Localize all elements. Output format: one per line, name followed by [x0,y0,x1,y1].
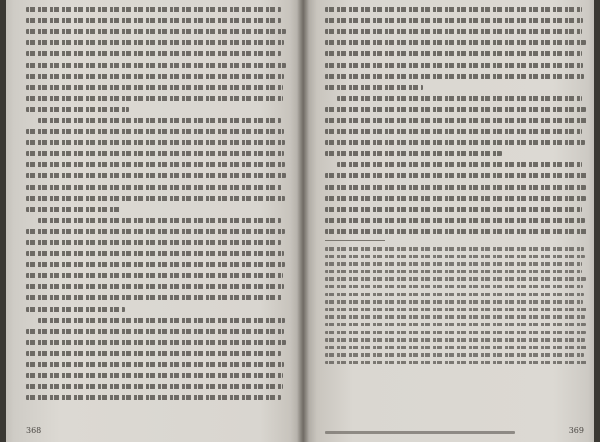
text-line [325,137,587,148]
text-line [325,291,587,299]
text-line [26,259,288,270]
right-page [303,0,600,442]
text-line [26,237,288,248]
text-line [325,253,587,261]
text-line [26,215,288,226]
text-line [325,193,587,204]
text-line [325,4,587,15]
book-gutter [297,0,309,442]
text-line [26,93,288,104]
text-line [325,71,587,82]
text-line [325,359,587,367]
text-line [26,37,288,48]
left-page-edge [0,0,6,442]
right-page-edge [594,0,600,442]
text-line [26,193,288,204]
text-line [26,370,288,381]
text-line [26,392,288,403]
text-line [325,15,587,26]
text-line [26,315,288,326]
text-line [325,313,587,321]
text-line [26,170,288,181]
text-line [325,104,587,115]
text-line [26,126,288,137]
text-line [325,283,587,291]
text-line [26,71,288,82]
text-line [325,245,587,253]
right-page-running-footer [325,431,515,434]
right-page-number: 369 [568,426,584,435]
text-line [26,59,288,70]
text-line [325,298,587,306]
text-line [325,275,587,283]
text-line [26,348,288,359]
text-line [26,15,288,26]
text-line [26,48,288,59]
text-line [325,306,587,314]
text-line [325,126,587,137]
text-line [325,148,587,159]
left-page-body-text [26,4,288,403]
text-line [26,82,288,93]
text-line [325,37,587,48]
text-line [26,182,288,193]
text-line [325,26,587,37]
text-line [325,336,587,344]
text-line [325,329,587,337]
text-line [26,137,288,148]
text-line [325,93,587,104]
left-page-number: 368 [26,426,42,435]
text-line [325,204,587,215]
text-line [325,59,587,70]
text-line [325,351,587,359]
text-line [26,226,288,237]
text-line [26,104,288,115]
text-line [325,48,587,59]
text-line [325,260,587,268]
text-line [26,326,288,337]
text-line [325,344,587,352]
text-line [325,215,587,226]
text-line [325,115,587,126]
right-page-body-text [325,4,587,366]
text-line [325,321,587,329]
text-line [325,159,587,170]
text-line [26,337,288,348]
footnote-rule [325,240,385,241]
footnote-text [325,245,587,367]
text-line [26,304,288,315]
text-line [26,359,288,370]
text-line [325,82,587,93]
text-line [26,248,288,259]
text-line [325,170,587,181]
text-line [325,182,587,193]
text-line [325,268,587,276]
text-line [26,4,288,15]
text-line [26,381,288,392]
text-line [26,292,288,303]
text-line [26,115,288,126]
text-line [26,281,288,292]
text-line [26,204,288,215]
text-line [26,148,288,159]
text-line [26,270,288,281]
text-line [26,26,288,37]
text-line [325,226,587,237]
text-line [26,159,288,170]
